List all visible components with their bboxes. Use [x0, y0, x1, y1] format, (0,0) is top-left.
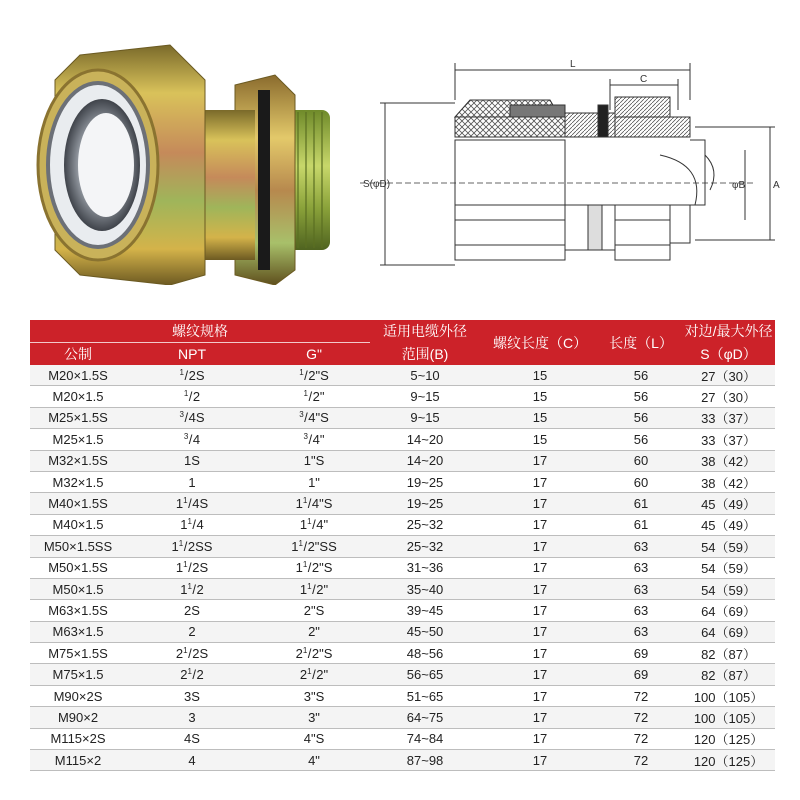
cell-length: 56 — [600, 365, 682, 386]
cell-thread-length: 15 — [480, 365, 600, 386]
cell-g-denominator: 2 — [311, 560, 320, 576]
cell-cable-range: 25~32 — [370, 514, 480, 535]
cell-metric: M32×1.5 — [30, 471, 126, 492]
cell-npt-suffix: SS — [195, 538, 213, 554]
table-row — [30, 685, 775, 706]
dim-label-b: φB — [732, 180, 746, 191]
cell-cable-range: 9~15 — [370, 386, 480, 407]
cell-cable-range: 48~56 — [370, 643, 480, 664]
cell-length: 56 — [600, 386, 682, 407]
cell-length: 61 — [600, 493, 682, 514]
cell-thread-length: 17 — [480, 728, 600, 749]
cell-npt — [126, 707, 258, 728]
cell-g — [258, 600, 370, 621]
table-row — [30, 557, 775, 578]
cell-metric: M63×1.5 — [30, 621, 126, 642]
cell-npt-whole: 1S — [184, 453, 200, 469]
cell-g-suffix: "S — [319, 496, 333, 512]
cell-size: 100（105） — [682, 707, 775, 728]
table-row — [30, 386, 775, 407]
cell-npt-denominator: 2 — [192, 645, 200, 661]
header-thread-spec: 螺纹规格 — [30, 320, 370, 343]
cell-npt-fraction-slash: / — [184, 367, 189, 383]
cell-thread-length: 17 — [480, 471, 600, 492]
cell-npt-suffix: S — [199, 496, 209, 512]
cell-cable-range: 74~84 — [370, 728, 480, 749]
cell-size: 33（37） — [682, 429, 775, 450]
cell-size: 82（87） — [682, 664, 775, 685]
cell-npt — [126, 450, 258, 471]
cell-g-suffix: "S — [319, 645, 333, 661]
cell-g — [258, 365, 370, 386]
cell-npt-numerator: 1 — [183, 560, 188, 570]
cell-npt — [126, 664, 258, 685]
cell-g-whole: 3" — [308, 709, 320, 725]
cell-g-fraction-slash: / — [307, 645, 312, 661]
cell-g-denominator: 4 — [311, 496, 320, 512]
table-row — [30, 707, 775, 728]
cell-g-whole: 1 — [299, 517, 308, 533]
cell-npt — [126, 365, 258, 386]
cell-npt — [126, 536, 258, 557]
cell-g-numerator: 1 — [307, 581, 312, 591]
cell-npt — [126, 407, 258, 428]
cell-thread-length: 17 — [480, 514, 600, 535]
cell-npt — [126, 621, 258, 642]
cell-npt-whole: 3S — [184, 688, 200, 704]
cell-g-suffix: "SS — [314, 538, 337, 554]
cell-g-numerator: 1 — [303, 389, 308, 399]
cell-npt-numerator: 1 — [179, 367, 184, 377]
cell-g-fraction-slash: / — [307, 496, 312, 512]
cell-metric: M25×1.5S — [30, 407, 126, 428]
table-row — [30, 750, 775, 771]
cell-cable-range: 35~40 — [370, 578, 480, 599]
cell-thread-length: 17 — [480, 450, 600, 471]
cell-g — [258, 471, 370, 492]
cell-npt-denominator: 2 — [187, 538, 196, 554]
cell-g-denominator: 2 — [307, 538, 315, 554]
cell-length: 61 — [600, 514, 682, 535]
cell-g — [258, 707, 370, 728]
table-row — [30, 407, 775, 428]
cell-npt-whole: 2S — [184, 602, 200, 618]
cell-size: 120（125） — [682, 728, 775, 749]
cell-length: 56 — [600, 407, 682, 428]
cell-thread-length: 17 — [480, 685, 600, 706]
cell-npt-whole: 4 — [188, 752, 196, 768]
cell-size: 45（49） — [682, 493, 775, 514]
cell-cable-range: 51~65 — [370, 685, 480, 706]
cell-npt-suffix: S — [195, 410, 205, 426]
cell-g — [258, 450, 370, 471]
cell-cable-range: 64~75 — [370, 707, 480, 728]
cell-size: 64（69） — [682, 600, 775, 621]
cell-size: 64（69） — [682, 621, 775, 642]
cell-g-whole: 1 — [299, 581, 308, 597]
cell-g-suffix: "S — [319, 560, 333, 576]
cell-size: 33（37） — [682, 407, 775, 428]
cell-npt-fraction-slash: / — [188, 496, 192, 512]
cell-metric: M20×1.5S — [30, 365, 126, 386]
cell-size: 27（30） — [682, 386, 775, 407]
cell-g-whole: 2 — [295, 645, 303, 661]
cell-npt-whole: 2 — [175, 645, 184, 661]
cell-g-denominator: 2" — [316, 667, 329, 683]
cell-npt-whole: 2 — [188, 624, 196, 640]
cell-cable-range: 19~25 — [370, 471, 480, 492]
cell-g-denominator: 2 — [316, 581, 324, 597]
cell-cable-range: 87~98 — [370, 750, 480, 771]
cell-npt-fraction-slash: / — [188, 431, 193, 447]
cell-metric: M40×1.5 — [30, 514, 126, 535]
cell-npt-fraction-slash: / — [183, 538, 188, 554]
cell-g-numerator: 1 — [299, 367, 304, 377]
cell-metric: M20×1.5 — [30, 386, 126, 407]
cell-cable-range: 5~10 — [370, 365, 480, 386]
cell-size: 38（42） — [682, 450, 775, 471]
spec-table — [30, 320, 775, 771]
cell-g — [258, 514, 370, 535]
cell-g — [258, 643, 370, 664]
cell-npt-whole: 1 — [188, 474, 196, 490]
cell-g-fraction-slash: / — [303, 538, 308, 554]
cell-npt-suffix: S — [199, 645, 209, 661]
cell-g-fraction-slash: / — [312, 667, 316, 683]
cell-g-whole: 1 — [295, 496, 303, 512]
cell-metric: M32×1.5S — [30, 450, 126, 471]
cell-npt-numerator: 1 — [187, 517, 192, 527]
spec-table-body — [30, 365, 775, 771]
cell-g-numerator: 3 — [299, 410, 304, 420]
cell-npt — [126, 600, 258, 621]
cell-cable-range: 14~20 — [370, 429, 480, 450]
cell-cable-range: 31~36 — [370, 557, 480, 578]
cell-g-numerator: 1 — [302, 496, 308, 506]
cell-length: 72 — [600, 750, 682, 771]
cell-npt-denominator: 2 — [188, 367, 196, 383]
cell-npt-fraction-slash: / — [184, 410, 189, 426]
cell-g-numerator: 1 — [302, 560, 308, 570]
cell-g — [258, 429, 370, 450]
cell-npt-numerator: 1 — [178, 538, 184, 548]
cell-length: 72 — [600, 707, 682, 728]
cell-g-numerator: 1 — [302, 645, 308, 655]
header-size-2: S（φD） — [682, 343, 775, 366]
cell-g-fraction-slash: / — [312, 517, 316, 533]
cell-length: 72 — [600, 728, 682, 749]
cable-gland-photo — [20, 40, 350, 285]
cell-npt-fraction-slash: / — [188, 389, 193, 405]
table-row — [30, 493, 775, 514]
cell-npt-fraction-slash: / — [192, 581, 197, 597]
cell-g-whole: 1"S — [303, 453, 325, 469]
cell-size: 27（30） — [682, 365, 775, 386]
cell-npt-denominator: 2 — [196, 667, 204, 683]
cell-npt-numerator: 3 — [183, 431, 189, 441]
cell-g-suffix: " — [319, 389, 325, 405]
cell-cable-range: 25~32 — [370, 536, 480, 557]
dim-label-c: C — [640, 74, 648, 85]
cell-g-fraction-slash: / — [312, 581, 316, 597]
cell-thread-length: 17 — [480, 750, 600, 771]
cell-metric: M75×1.5 — [30, 664, 126, 685]
header-cable-range-1: 适用电缆外径 — [370, 320, 480, 343]
cell-npt — [126, 557, 258, 578]
cell-npt-whole: 1 — [180, 517, 188, 533]
cell-npt — [126, 685, 258, 706]
cell-thread-length: 17 — [480, 621, 600, 642]
cell-g — [258, 728, 370, 749]
header-cable-range-2: 范围(B) — [370, 343, 480, 366]
cell-size: 54（59） — [682, 578, 775, 599]
cell-length: 63 — [600, 578, 682, 599]
cell-npt-whole: 2 — [180, 667, 188, 683]
cell-npt-numerator: 1 — [183, 645, 188, 655]
cell-g-denominator: 2 — [312, 389, 320, 405]
table-row — [30, 514, 775, 535]
table-row — [30, 621, 775, 642]
cell-npt-numerator: 3 — [179, 410, 184, 420]
table-row — [30, 429, 775, 450]
cell-g — [258, 578, 370, 599]
header-thread-length: 螺纹长度（C） — [480, 320, 600, 365]
cell-length: 63 — [600, 600, 682, 621]
cell-npt — [126, 471, 258, 492]
dim-label-a: A — [773, 180, 780, 191]
cell-g-numerator: 1 — [307, 667, 312, 677]
cell-npt-numerator: 1 — [183, 389, 189, 399]
cell-npt-denominator: 2 — [192, 389, 201, 405]
header-size-1: 对边/最大外径 — [682, 320, 775, 343]
cell-g-whole: 1 — [291, 538, 299, 554]
table-row — [30, 450, 775, 471]
cell-g-whole: 2"S — [303, 602, 325, 618]
cell-length: 63 — [600, 557, 682, 578]
cell-cable-range: 19~25 — [370, 493, 480, 514]
cell-npt — [126, 728, 258, 749]
cell-metric: M50×1.5 — [30, 578, 126, 599]
cell-thread-length: 17 — [480, 600, 600, 621]
cell-size: 54（59） — [682, 536, 775, 557]
cell-metric: M90×2 — [30, 707, 126, 728]
cell-g-numerator: 1 — [307, 517, 312, 527]
cell-npt-denominator: 4 — [188, 410, 196, 426]
header-length: 长度（L） — [600, 320, 682, 365]
cell-npt-whole: 1 — [175, 496, 184, 512]
cell-g-whole: 2 — [299, 667, 308, 683]
cell-length: 60 — [600, 450, 682, 471]
header-metric: 公制 — [30, 343, 126, 366]
cell-npt-denominator: 2 — [196, 581, 204, 597]
cell-g-fraction-slash: / — [308, 389, 313, 405]
cell-length: 69 — [600, 664, 682, 685]
cell-g-fraction-slash: / — [304, 410, 308, 426]
cell-npt-denominator: 2 — [192, 560, 200, 576]
cell-npt — [126, 750, 258, 771]
cell-npt-denominator: 4 — [196, 517, 204, 533]
dim-label-s: S(φD) — [363, 179, 391, 190]
cell-g-denominator: 2 — [308, 367, 316, 383]
cell-npt-suffix: S — [195, 367, 205, 383]
cell-g-numerator: 1 — [298, 538, 303, 548]
cell-metric: M115×2S — [30, 728, 126, 749]
table-row — [30, 536, 775, 557]
cell-cable-range: 9~15 — [370, 407, 480, 428]
cell-thread-length: 15 — [480, 407, 600, 428]
cell-g-fraction-slash: / — [308, 431, 313, 447]
header-npt: NPT — [126, 343, 258, 366]
cell-g-suffix: "S — [315, 410, 329, 426]
cell-size: 38（42） — [682, 471, 775, 492]
cell-thread-length: 15 — [480, 386, 600, 407]
cell-npt — [126, 386, 258, 407]
cell-metric: M40×1.5S — [30, 493, 126, 514]
cell-g-whole: 4"S — [303, 731, 325, 747]
cell-npt-whole: 3 — [188, 709, 196, 725]
header-g: G" — [258, 343, 370, 366]
cell-g — [258, 493, 370, 514]
cell-npt — [126, 493, 258, 514]
cell-g-denominator: 4 — [308, 410, 316, 426]
cell-npt-suffix: S — [199, 560, 209, 576]
cell-npt — [126, 578, 258, 599]
cell-npt-denominator: 4 — [192, 431, 201, 447]
cell-thread-length: 17 — [480, 578, 600, 599]
cell-npt — [126, 643, 258, 664]
cell-metric: M63×1.5S — [30, 600, 126, 621]
cell-thread-length: 17 — [480, 707, 600, 728]
cell-npt-numerator: 1 — [187, 667, 192, 677]
cell-metric: M50×1.5SS — [30, 536, 126, 557]
cell-cable-range: 39~45 — [370, 600, 480, 621]
cell-g — [258, 685, 370, 706]
dim-label-l: L — [570, 59, 576, 70]
cell-g-whole: 1" — [308, 474, 320, 490]
cell-npt-numerator: 1 — [187, 581, 192, 591]
cell-npt-fraction-slash: / — [192, 667, 197, 683]
cell-npt-whole: 4S — [184, 731, 200, 747]
cell-length: 63 — [600, 536, 682, 557]
cell-metric: M25×1.5 — [30, 429, 126, 450]
cell-size: 54（59） — [682, 557, 775, 578]
cell-length: 56 — [600, 429, 682, 450]
cell-thread-length: 17 — [480, 493, 600, 514]
cell-g-whole: 2" — [308, 624, 320, 640]
cell-thread-length: 15 — [480, 429, 600, 450]
cell-npt — [126, 514, 258, 535]
table-row — [30, 664, 775, 685]
cell-g — [258, 750, 370, 771]
cell-npt — [126, 429, 258, 450]
cell-g — [258, 664, 370, 685]
cell-cable-range: 56~65 — [370, 664, 480, 685]
cell-metric: M90×2S — [30, 685, 126, 706]
cell-g-whole: 1 — [295, 560, 303, 576]
cell-g-suffix: " — [323, 581, 329, 597]
cell-g-fraction-slash: / — [304, 367, 308, 383]
cell-g-suffix: "S — [315, 367, 329, 383]
cell-g — [258, 557, 370, 578]
cell-metric: M75×1.5S — [30, 643, 126, 664]
cell-g-denominator: 4 — [312, 431, 320, 447]
cell-npt-fraction-slash: / — [192, 517, 197, 533]
technical-drawing — [360, 55, 785, 280]
cell-npt-fraction-slash: / — [188, 560, 192, 576]
cell-metric: M50×1.5S — [30, 557, 126, 578]
cell-size: 100（105） — [682, 685, 775, 706]
cell-g-denominator: 4" — [316, 517, 329, 533]
table-row — [30, 365, 775, 386]
cell-g-whole: 3"S — [303, 688, 325, 704]
cell-npt-whole: 1 — [171, 538, 179, 554]
cell-thread-length: 17 — [480, 557, 600, 578]
cell-cable-range: 14~20 — [370, 450, 480, 471]
cell-npt-numerator: 1 — [183, 496, 188, 506]
cell-length: 60 — [600, 471, 682, 492]
cell-length: 69 — [600, 643, 682, 664]
cell-g — [258, 536, 370, 557]
cell-npt-denominator: 4 — [192, 496, 200, 512]
cell-thread-length: 17 — [480, 536, 600, 557]
cell-npt-whole: 1 — [175, 560, 184, 576]
cell-cable-range: 45~50 — [370, 621, 480, 642]
cell-g — [258, 621, 370, 642]
cell-size: 82（87） — [682, 643, 775, 664]
table-row — [30, 578, 775, 599]
cell-length: 72 — [600, 685, 682, 706]
cell-length: 63 — [600, 621, 682, 642]
cell-npt-whole: 1 — [180, 581, 188, 597]
cell-g-fraction-slash: / — [307, 560, 312, 576]
cell-metric: M115×2 — [30, 750, 126, 771]
table-row — [30, 600, 775, 621]
cell-thread-length: 17 — [480, 664, 600, 685]
table-row — [30, 728, 775, 749]
cell-g-numerator: 3 — [303, 431, 308, 441]
cell-g — [258, 407, 370, 428]
cell-thread-length: 17 — [480, 643, 600, 664]
cell-g — [258, 386, 370, 407]
cell-g-suffix: " — [319, 431, 325, 447]
cell-g-whole: 4" — [308, 752, 320, 768]
table-row — [30, 471, 775, 492]
cell-size: 45（49） — [682, 514, 775, 535]
table-row — [30, 643, 775, 664]
cell-size: 120（125） — [682, 750, 775, 771]
cell-npt-fraction-slash: / — [188, 645, 192, 661]
cell-g-denominator: 2 — [311, 645, 320, 661]
